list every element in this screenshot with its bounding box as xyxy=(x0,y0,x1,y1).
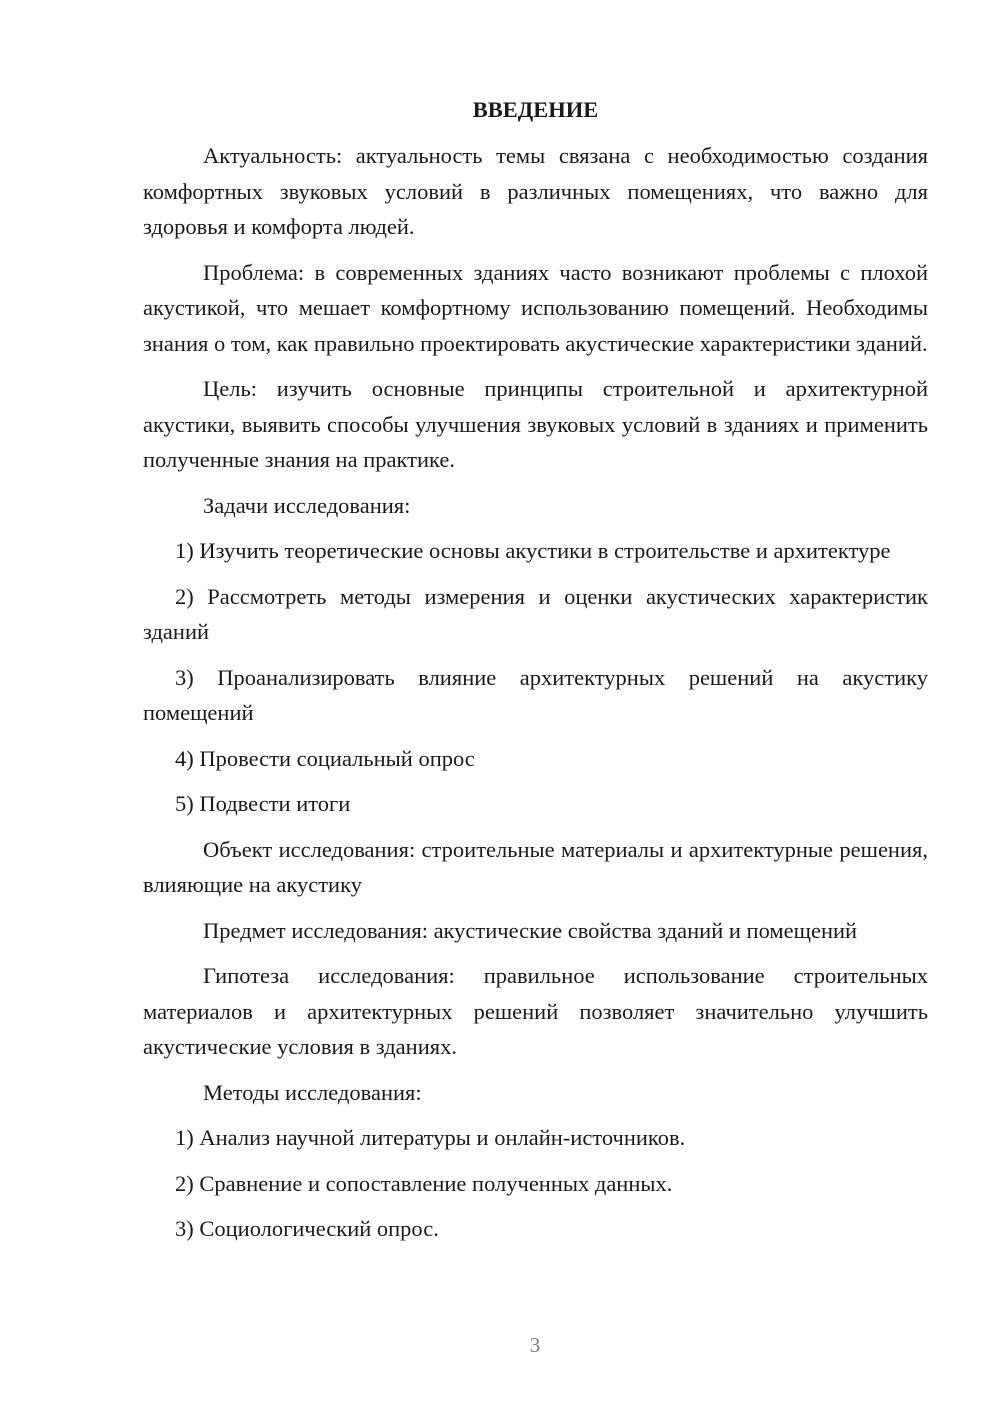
task-item-2: 2) Рассмотреть методы измерения и оценки акустических характеристик зданий xyxy=(143,583,928,644)
tasks-heading: Задачи исследования: xyxy=(203,492,411,518)
subject-paragraph: Предмет исследования: акустические свойства зданий и помещений xyxy=(203,917,858,943)
problem-paragraph: Проблема: в современных зданиях часто возникают проблемы с плохой акустикой, что мешает комфортному использованию помещений. Необходимы знания о том, как правильно проектировать акустические характеристики зданий. xyxy=(143,259,928,356)
page-body xyxy=(143,92,928,1257)
page-number: 3 xyxy=(529,1333,541,1357)
goal-paragraph: Цель: изучить основные принципы строительной и архитектурной акустики, выявить способы улучшения звуковых условий в зданиях и применить полученные знания на практике. xyxy=(143,376,928,472)
method-item-2: 2) Сравнение и сопоставление полученных данных. xyxy=(175,1170,673,1196)
page-title: ВВЕДЕНИЕ xyxy=(472,97,599,122)
task-item-5: 5) Подвести итоги xyxy=(175,791,351,816)
task-item-1: 1) Изучить теоретические основы акустики в строительстве и архитектуре xyxy=(175,538,891,563)
method-item-3: 3) Социологический опрос. xyxy=(175,1216,439,1241)
relevance-paragraph: Актуальность: актуальность темы связана с необходимостью создания комфортных звуковых условий в различных помещениях, что важно для здоровья и комфорта людей. xyxy=(143,143,928,239)
methods-heading: Методы исследования: xyxy=(203,1079,422,1105)
task-item-3: 3) Проанализировать влияние архитектурных решений на акустику помещений xyxy=(143,664,928,725)
method-item-1: 1) Анализ научной литературы и онлайн-источников. xyxy=(175,1125,686,1150)
object-paragraph: Объект исследования: строительные материалы и архитектурные решения, влияющие на акустику xyxy=(143,836,928,897)
hypothesis-paragraph: Гипотеза исследования: правильное использование строительных материалов и архитектурных решений позволяет значительно улучшить акустические условия в зданиях. xyxy=(143,963,928,1059)
task-item-4: 4) Провести социальный опрос xyxy=(175,745,475,771)
